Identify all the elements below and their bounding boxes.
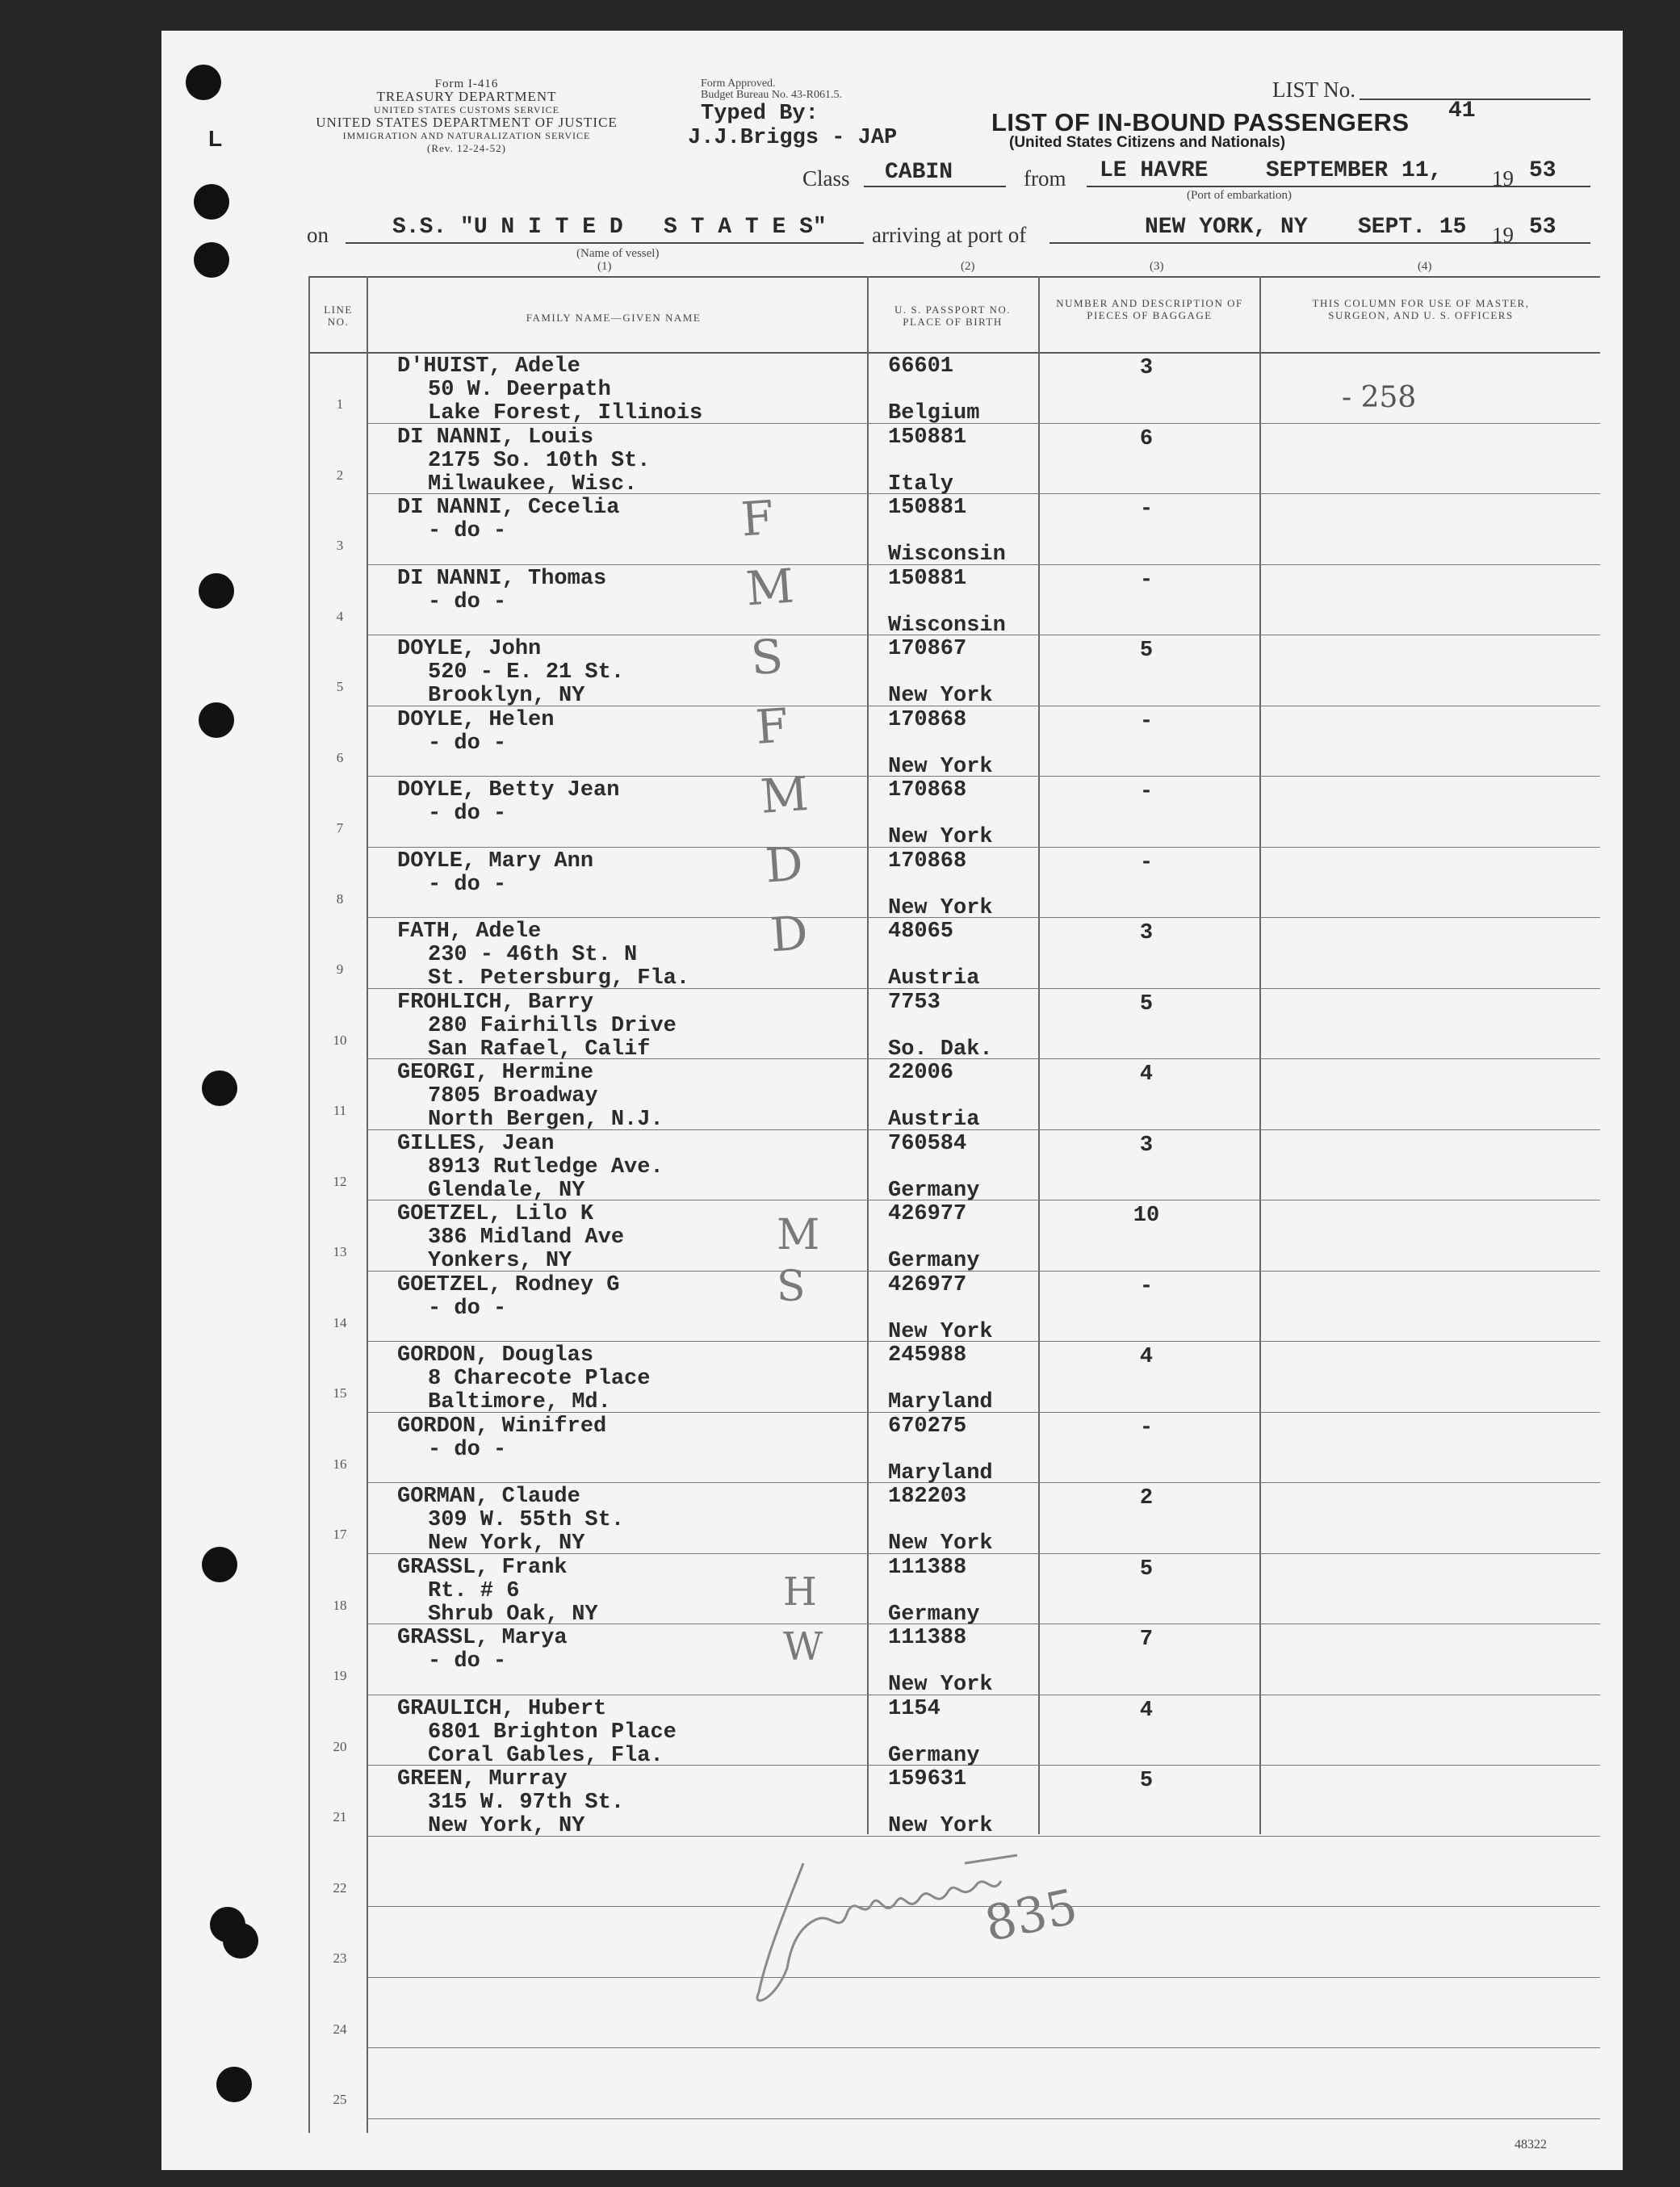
- justice-dept: UNITED STATES DEPARTMENT OF JUSTICE: [316, 115, 618, 130]
- baggage-count: 5: [1139, 1556, 1154, 1582]
- list-number: 41: [1448, 98, 1476, 124]
- class-value: CABIN: [885, 160, 953, 185]
- place-of-birth: Wisconsin: [888, 543, 1006, 567]
- passenger-name: DI NANNI, Thomas: [397, 566, 607, 591]
- col-num-4: (4): [1418, 260, 1432, 273]
- line-number: 13: [333, 1244, 347, 1259]
- passenger-address-line2: Yonkers, NY: [428, 1249, 572, 1273]
- arriving-label: arriving at port of: [872, 223, 1027, 247]
- line-number: 9: [336, 962, 344, 977]
- passport-number: 182203: [888, 1485, 967, 1509]
- passport-number: 22006: [888, 1061, 954, 1085]
- passport-number: 170868: [888, 778, 967, 802]
- list-no-label: LIST No.: [1272, 78, 1356, 102]
- col-num-2: (2): [961, 260, 975, 273]
- passenger-name: GRASSL, Frank: [397, 1555, 568, 1580]
- binder-hole: [194, 242, 229, 278]
- embarkation-year: 53: [1529, 158, 1556, 183]
- passport-number: 245988: [888, 1343, 967, 1368]
- baggage-count: 5: [1139, 991, 1154, 1016]
- passport-number: 159631: [888, 1767, 967, 1791]
- place-of-birth: Maryland: [888, 1460, 993, 1485]
- passenger-address-line1: - do -: [428, 731, 507, 756]
- place-of-birth: New York: [888, 895, 993, 920]
- passenger-address-line1: 315 W. 97th St.: [428, 1791, 625, 1815]
- place-of-birth: Belgium: [888, 401, 980, 425]
- baggage-count: -: [1139, 780, 1154, 804]
- line-number: 5: [336, 679, 344, 694]
- form-approved: Form Approved.: [701, 78, 776, 90]
- class-label: Class: [802, 166, 850, 191]
- passenger-address-line1: 280 Fairhills Drive: [428, 1013, 677, 1038]
- vessel-name: S.S. "U N I T E D S T A T E S": [392, 215, 827, 240]
- line-number: 24: [333, 2021, 347, 2037]
- place-of-birth: New York: [888, 1531, 993, 1556]
- line-number: 12: [333, 1173, 347, 1189]
- baggage-count: 6: [1139, 426, 1154, 451]
- passenger-address-line2: Milwaukee, Wisc.: [428, 471, 638, 496]
- line-number: 14: [333, 1314, 347, 1330]
- passenger-address-line2: New York, NY: [428, 1814, 585, 1838]
- place-of-birth: Germany: [888, 1249, 980, 1273]
- passenger-name: DOYLE, John: [397, 637, 542, 661]
- ins-service: IMMIGRATION AND NATURALIZATION SERVICE: [342, 130, 591, 141]
- passport-number: 426977: [888, 1272, 967, 1297]
- passenger-name: GOETZEL, Lilo K: [397, 1202, 594, 1226]
- passport-number: 170868: [888, 848, 967, 874]
- line-number: 10: [333, 1032, 347, 1048]
- passenger-name: GREEN, Murray: [397, 1767, 568, 1791]
- typed-by-label: Typed By:: [701, 102, 819, 126]
- col-header-officers: THIS COLUMN FOR USE OF MASTER, SURGEON, AND U. S. OFFICERS: [1312, 297, 1530, 321]
- col-num-3: (3): [1150, 260, 1164, 273]
- passenger-address-line1: - do -: [428, 1649, 507, 1674]
- line-number: 2: [336, 467, 344, 483]
- passenger-name: D'HUIST, Adele: [397, 354, 580, 379]
- passenger-name: GOETZEL, Rodney G: [397, 1272, 620, 1297]
- passenger-address-line2: Brooklyn, NY: [428, 684, 585, 708]
- passport-number: 1154: [888, 1696, 941, 1721]
- passenger-address-line1: - do -: [428, 1437, 507, 1462]
- passport-number: 150881: [888, 566, 967, 591]
- binder-hole: [199, 702, 234, 738]
- officer-note: - 258: [1342, 381, 1417, 414]
- from-label: from: [1024, 166, 1066, 191]
- passenger-address-line2: San Rafael, Calif: [428, 1037, 651, 1062]
- passenger-name: DOYLE, Mary Ann: [397, 848, 594, 874]
- passenger-address-line1: - do -: [428, 519, 507, 543]
- col-num-1: (1): [597, 260, 612, 273]
- binder-hole: [223, 1923, 258, 1959]
- passenger-address-line1: 309 W. 55th St.: [428, 1508, 625, 1532]
- baggage-count: 3: [1139, 921, 1154, 945]
- baggage-count: 4: [1139, 1062, 1154, 1087]
- pencil-marks-grassl: H W: [783, 1569, 823, 1670]
- col-header-baggage: NUMBER AND DESCRIPTION OF PIECES OF BAGGAGE: [1056, 297, 1243, 321]
- line-number: 17: [333, 1527, 347, 1542]
- passenger-address-line1: - do -: [428, 802, 507, 826]
- line-number: 11: [333, 1103, 347, 1118]
- line-number: 8: [336, 890, 344, 907]
- form-subtitle: (United States Citizens and Nationals): [1009, 134, 1286, 151]
- passport-number: 670275: [888, 1414, 967, 1439]
- line-number: 1: [336, 396, 344, 412]
- baggage-count: 3: [1139, 1133, 1154, 1158]
- place-of-birth: Wisconsin: [888, 613, 1006, 638]
- passenger-address-line2: Lake Forest, Illinois: [428, 401, 703, 425]
- place-of-birth: Italy: [888, 471, 954, 496]
- passport-number: 150881: [888, 425, 967, 450]
- baggage-count: -: [1139, 709, 1154, 734]
- line-number: 19: [333, 1668, 347, 1683]
- customs-service: UNITED STATES CUSTOMS SERVICE: [374, 104, 559, 115]
- place-of-birth: New York: [888, 1814, 993, 1838]
- col-header-name: FAMILY NAME—GIVEN NAME: [526, 312, 702, 324]
- passenger-address-line1: 520 - E. 21 St.: [428, 660, 625, 685]
- passenger-name: GORDON, Winifred: [397, 1414, 607, 1439]
- baggage-count: -: [1139, 497, 1154, 522]
- passenger-name: GORMAN, Claude: [397, 1485, 580, 1509]
- baggage-count: -: [1139, 850, 1154, 875]
- manifest-page: [161, 31, 1623, 2170]
- passenger-address-line2: Glendale, NY: [428, 1178, 585, 1203]
- place-of-birth: New York: [888, 825, 993, 849]
- place-of-birth: New York: [888, 1319, 993, 1344]
- baggage-count: 5: [1139, 1769, 1154, 1793]
- arrival-date: SEPT. 15: [1358, 215, 1467, 240]
- col-header-passport: U. S. PASSPORT NO. PLACE OF BIRTH: [894, 304, 1011, 328]
- treasury-dept: TREASURY DEPARTMENT: [376, 89, 557, 104]
- binder-hole: [194, 184, 229, 220]
- passport-number: 426977: [888, 1202, 967, 1226]
- embarkation-date: SEPTEMBER 11,: [1266, 158, 1443, 183]
- typist: J.J.Briggs - JAP: [688, 126, 898, 150]
- baggage-count: 7: [1139, 1628, 1154, 1652]
- passenger-address-line1: 7805 Broadway: [428, 1084, 598, 1108]
- passport-number: 170868: [888, 707, 967, 732]
- passenger-address-line1: 50 W. Deerpath: [428, 378, 611, 402]
- baggage-count: -: [1139, 1415, 1154, 1440]
- form-header: [313, 78, 620, 155]
- arrival-year: 53: [1529, 215, 1556, 240]
- row-divider: [367, 2118, 1600, 2119]
- passenger-address-line2: Coral Gables, Fla.: [428, 1743, 664, 1768]
- line-number: 16: [333, 1456, 347, 1472]
- passenger-address-line1: 6801 Brighton Place: [428, 1720, 677, 1745]
- baggage-count: 3: [1139, 356, 1154, 380]
- footer-number: 48322: [1515, 2138, 1547, 2151]
- passport-number: 111388: [888, 1626, 967, 1650]
- binder-hole: [216, 2067, 252, 2102]
- passport-number: 66601: [888, 354, 954, 379]
- place-of-birth: Germany: [888, 1602, 980, 1627]
- passenger-address-line1: - do -: [428, 1296, 507, 1321]
- vessel-caption: (Name of vessel): [576, 247, 660, 260]
- baggage-count: 4: [1139, 1698, 1154, 1723]
- budget-bureau: Budget Bureau No. 43-R061.5.: [701, 89, 842, 101]
- form-number: Form I-416: [434, 78, 499, 90]
- port-of-arrival: NEW YORK, NY: [1145, 215, 1308, 240]
- passenger-address-line1: 8 Charecote Place: [428, 1367, 651, 1391]
- passenger-name: GRASSL, Marya: [397, 1626, 568, 1650]
- passenger-address-line2: Shrub Oak, NY: [428, 1602, 598, 1627]
- place-of-birth: Maryland: [888, 1390, 993, 1414]
- baggage-count: 5: [1139, 639, 1154, 663]
- passenger-name: DI NANNI, Louis: [397, 425, 594, 450]
- passenger-name: FATH, Adele: [397, 920, 542, 944]
- line-number: 6: [336, 749, 344, 765]
- line-number: 7: [336, 820, 344, 836]
- binder-hole: [199, 573, 234, 609]
- line-number: 25: [333, 2092, 347, 2107]
- place-of-birth: So. Dak.: [888, 1037, 993, 1062]
- passenger-name: GRAULICH, Hubert: [397, 1696, 607, 1721]
- row-divider: [367, 2047, 1600, 2048]
- place-of-birth: Austria: [888, 966, 980, 991]
- baggage-count: 4: [1139, 1345, 1154, 1369]
- place-of-birth: New York: [888, 754, 993, 779]
- passport-number: 7753: [888, 990, 941, 1015]
- baggage-count: -: [1139, 1274, 1154, 1299]
- passenger-address-line2: New York, NY: [428, 1531, 585, 1556]
- passport-number: 150881: [888, 496, 967, 520]
- passenger-name: GORDON, Douglas: [397, 1343, 594, 1368]
- line-number: 18: [333, 1597, 347, 1613]
- col-header-line-no: LINE NO.: [324, 304, 353, 328]
- passenger-address-line1: 386 Midland Ave: [428, 1225, 625, 1250]
- place-of-birth: Germany: [888, 1743, 980, 1768]
- passenger-address-line2: North Bergen, N.J.: [428, 1108, 664, 1132]
- port-embark-caption: (Port of embarkation): [1187, 189, 1292, 202]
- line-number: 23: [333, 1950, 347, 1966]
- on-label: on: [307, 223, 329, 247]
- pencil-marks-family-group: F M S F M D D: [739, 489, 811, 963]
- place-of-birth: New York: [888, 1673, 993, 1697]
- form-title: LIST OF IN-BOUND PASSENGERS: [991, 108, 1410, 136]
- passport-number: 48065: [888, 920, 954, 944]
- revision-date: (Rev. 12-24-52): [427, 142, 506, 154]
- line-number: 15: [333, 1385, 347, 1401]
- passenger-address-line1: Rt. # 6: [428, 1578, 520, 1603]
- passenger-address-line1: - do -: [428, 589, 507, 614]
- passenger-address-line1: 8913 Rutledge Ave.: [428, 1154, 664, 1179]
- passport-number: 111388: [888, 1555, 967, 1580]
- line-number: 21: [333, 1809, 347, 1825]
- place-of-birth: New York: [888, 684, 993, 708]
- century-label: 19: [1492, 223, 1514, 247]
- place-of-birth: Austria: [888, 1108, 980, 1132]
- passenger-address-line1: 2175 So. 10th St.: [428, 448, 651, 473]
- century-label: 19: [1492, 166, 1514, 191]
- signature-number: 835: [979, 1878, 1083, 1954]
- passenger-address-line2: Baltimore, Md.: [428, 1390, 611, 1414]
- passenger-address-line1: 230 - 46th St. N: [428, 943, 638, 967]
- line-number: 20: [333, 1738, 347, 1754]
- passenger-address-line1: - do -: [428, 872, 507, 897]
- binder-hole: [186, 65, 221, 100]
- binder-hole: [202, 1547, 237, 1582]
- passenger-name: DOYLE, Helen: [397, 707, 555, 732]
- passport-number: 170867: [888, 637, 967, 661]
- baggage-count: -: [1139, 568, 1154, 593]
- passenger-name: FROHLICH, Barry: [397, 990, 594, 1015]
- line-number: 3: [336, 538, 344, 553]
- pencil-marks-goetzel: M S: [777, 1211, 820, 1311]
- passenger-name: DOYLE, Betty Jean: [397, 778, 620, 802]
- side-letter: L: [208, 126, 223, 151]
- passport-number: 760584: [888, 1131, 967, 1156]
- binder-hole: [202, 1070, 237, 1106]
- line-number: 22: [333, 1879, 347, 1896]
- passenger-name: GILLES, Jean: [397, 1131, 555, 1156]
- port-of-embarkation: LE HAVRE: [1100, 158, 1209, 183]
- place-of-birth: Germany: [888, 1178, 980, 1203]
- baggage-count: 10: [1133, 1204, 1160, 1228]
- line-number: 4: [336, 608, 344, 624]
- passenger-name: GEORGI, Hermine: [397, 1061, 594, 1085]
- passenger-name: DI NANNI, Cecelia: [397, 496, 620, 520]
- passenger-address-line2: St. Petersburg, Fla.: [428, 966, 690, 991]
- baggage-count: 2: [1139, 1486, 1154, 1510]
